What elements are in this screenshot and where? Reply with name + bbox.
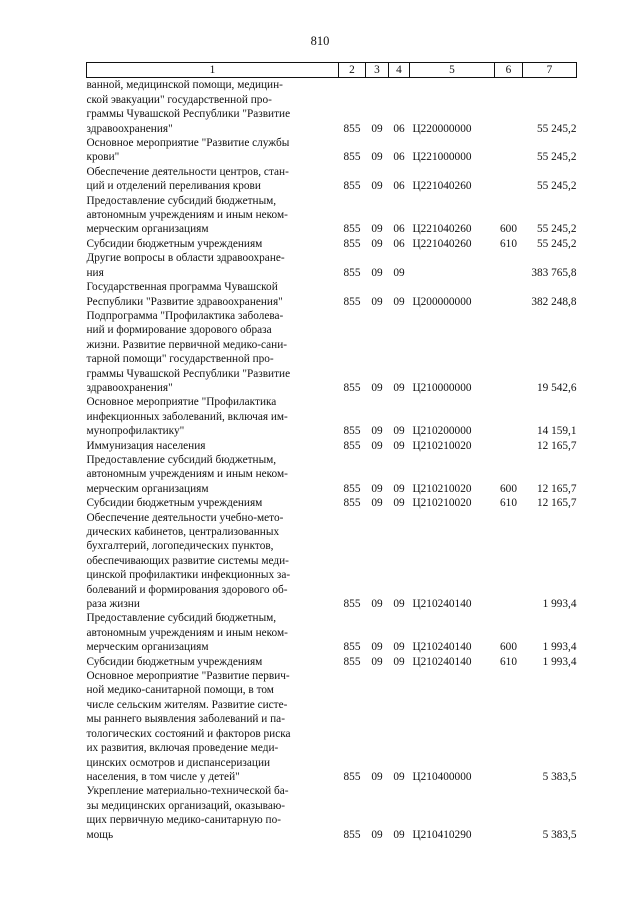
- row-name-line: Укрепление материально-технической ба-: [86, 785, 289, 798]
- header-col-3: 3: [366, 63, 389, 78]
- row-amount: 55 245,2: [536, 180, 577, 193]
- row-pr: 06: [393, 223, 405, 236]
- row-pr: 09: [393, 641, 405, 654]
- table-row: [87, 611, 577, 654]
- row-name-line: населения, в том числе у детей": [86, 770, 240, 783]
- row-vr: [495, 78, 523, 136]
- header-col-6: 6: [495, 63, 523, 78]
- row-grbs: 855: [343, 425, 361, 438]
- row-pr: 09: [393, 482, 405, 495]
- row-name: [87, 611, 339, 654]
- row-rz: 09: [371, 180, 383, 193]
- row-name-line: жизни. Развитие первичной медико-сани-: [86, 338, 287, 351]
- row-csr: Ц200000000: [412, 295, 472, 308]
- row-name-line: здравоохранения": [86, 122, 173, 135]
- row-csr: [410, 251, 495, 280]
- row-grbs: 855: [343, 598, 361, 611]
- row-vr: [495, 309, 523, 395]
- table-header-row: [87, 63, 577, 78]
- row-name: [87, 136, 339, 165]
- row-name-line: ний и формирование здорового образа: [86, 324, 272, 337]
- row-name-line: болеваний и формирования здорового об-: [86, 583, 288, 596]
- row-csr: Ц221040260: [412, 180, 472, 193]
- row-vr: [495, 251, 523, 280]
- row-amount: 383 765,8: [531, 266, 577, 279]
- row-amount: 12 165,7: [536, 497, 577, 510]
- row-name-line: автономным учреждениям и иным неком-: [86, 468, 288, 481]
- row-csr: Ц210200000: [412, 425, 472, 438]
- row-rz: 09: [371, 770, 383, 783]
- table-row: [87, 496, 577, 510]
- row-vr: [495, 439, 523, 453]
- row-vr: 610: [500, 497, 517, 510]
- row-vr: 600: [500, 223, 517, 236]
- row-name-line: Субсидии бюджетным учреждениям: [86, 237, 263, 250]
- row-csr: Ц210400000: [412, 770, 472, 783]
- row-amount: 382 248,8: [531, 295, 577, 308]
- row-amount: 14 159,1: [536, 425, 577, 438]
- row-grbs: 855: [343, 439, 361, 452]
- row-name-line: ванной, медицинской помощи, медицин-: [86, 79, 283, 92]
- row-name-line: щих первичную медико-санитарную по-: [86, 814, 281, 827]
- table-row: [87, 395, 577, 438]
- row-name-line: цинских осмотров и диспансеризации: [86, 756, 271, 769]
- row-grbs: 855: [343, 770, 361, 783]
- row-rz: 09: [371, 497, 383, 510]
- row-name: [87, 309, 339, 395]
- row-name: [87, 165, 339, 194]
- row-rz: 09: [371, 482, 383, 495]
- row-name: [87, 251, 339, 280]
- row-grbs: 855: [343, 497, 361, 510]
- row-amount: 55 245,2: [536, 223, 577, 236]
- row-vr: [495, 136, 523, 165]
- header-col-4: 4: [389, 63, 410, 78]
- row-name: [87, 784, 339, 842]
- table-row: [87, 511, 577, 612]
- row-amount: 55 245,2: [536, 237, 577, 250]
- row-grbs: 855: [343, 381, 361, 394]
- row-name: [87, 655, 339, 669]
- row-name-line: ния: [86, 266, 104, 279]
- row-name-line: Субсидии бюджетным учреждениям: [86, 655, 263, 668]
- row-grbs: 855: [343, 266, 361, 279]
- row-pr: 06: [393, 180, 405, 193]
- table-row: [87, 309, 577, 395]
- row-pr: 09: [393, 655, 405, 668]
- row-name-line: их развития, включая проведение меди-: [86, 742, 279, 755]
- header-col-1: 1: [87, 63, 339, 78]
- row-pr: 09: [393, 266, 405, 279]
- row-rz: 09: [371, 266, 383, 279]
- table-row: [87, 136, 577, 165]
- row-grbs: 855: [343, 828, 361, 841]
- row-name-line: мы раннего выявления заболеваний и па-: [86, 713, 285, 726]
- row-name-line: граммы Чувашской Республики "Развитие: [86, 108, 291, 121]
- row-pr: 09: [393, 770, 405, 783]
- row-grbs: 855: [343, 295, 361, 308]
- row-pr: 09: [393, 439, 405, 452]
- table-row: [87, 439, 577, 453]
- row-pr: 09: [393, 497, 405, 510]
- row-amount: 1 993,4: [542, 598, 577, 611]
- row-csr: Ц221040260: [412, 223, 472, 236]
- row-rz: 09: [371, 425, 383, 438]
- row-name-line: мерческим организациям: [86, 223, 209, 236]
- row-csr: Ц221000000: [412, 151, 472, 164]
- header-col-5: 5: [410, 63, 495, 78]
- row-amount: 5 383,5: [542, 828, 577, 841]
- row-name-line: автономным учреждениям и иным неком-: [86, 626, 288, 639]
- row-name: [87, 496, 339, 510]
- row-csr: Ц210000000: [412, 381, 472, 394]
- row-name-line: тарной помощи" государственной про-: [86, 353, 274, 366]
- row-grbs: 855: [343, 180, 361, 193]
- row-amount: 55 245,2: [536, 151, 577, 164]
- row-name: [87, 453, 339, 496]
- table-row: [87, 78, 577, 136]
- row-name-line: цинской профилактики инфекционных за-: [86, 569, 291, 582]
- row-name-line: тологических состояний и факторов риска: [86, 727, 291, 740]
- header-col-7: 7: [523, 63, 577, 78]
- row-grbs: 855: [343, 655, 361, 668]
- row-name-line: Предоставление субсидий бюджетным,: [86, 453, 277, 466]
- row-name: [87, 237, 339, 251]
- row-rz: 09: [371, 122, 383, 135]
- row-name-line: крови": [86, 151, 120, 164]
- row-name-line: Другие вопросы в области здравоохране-: [86, 252, 285, 265]
- row-name-line: граммы Чувашской Республики "Развитие: [86, 367, 291, 380]
- row-grbs: 855: [343, 237, 361, 250]
- table-row: [87, 655, 577, 669]
- row-name-line: числе сельским жителям. Развитие систе-: [86, 698, 288, 711]
- row-grbs: 855: [343, 151, 361, 164]
- row-name: [87, 395, 339, 438]
- row-vr: [495, 165, 523, 194]
- row-pr: 09: [393, 598, 405, 611]
- row-vr: 600: [500, 482, 517, 495]
- row-rz: 09: [371, 641, 383, 654]
- row-grbs: 855: [343, 223, 361, 236]
- row-amount: 12 165,7: [536, 482, 577, 495]
- row-pr: 06: [393, 151, 405, 164]
- header-col-2: 2: [339, 63, 366, 78]
- row-csr: Ц210240140: [412, 598, 472, 611]
- row-name-line: ской эвакуации" государственной про-: [86, 93, 272, 106]
- row-name-line: Обеспечение деятельности центров, стан-: [86, 165, 289, 178]
- row-rz: 09: [371, 828, 383, 841]
- row-name: [87, 194, 339, 237]
- row-name-line: ной медико-санитарной помощи, в том: [86, 684, 274, 697]
- row-name-line: здравоохранения": [86, 381, 173, 394]
- row-name-line: автономным учреждениям и иным неком-: [86, 209, 288, 222]
- row-amount: 1 993,4: [542, 641, 577, 654]
- row-name-line: мерческим организациям: [86, 641, 209, 654]
- row-grbs: 855: [343, 482, 361, 495]
- row-name-line: ций и отделений переливания крови: [86, 180, 261, 193]
- row-rz: 09: [371, 655, 383, 668]
- row-name: [87, 439, 339, 453]
- row-vr: [495, 395, 523, 438]
- row-name-line: Иммунизация населения: [86, 439, 206, 452]
- table-body: [87, 78, 577, 842]
- row-amount: 12 165,7: [536, 439, 577, 452]
- row-name-line: зы медицинских организаций, оказываю-: [86, 799, 286, 812]
- row-vr: [495, 511, 523, 612]
- table-row: [87, 280, 577, 309]
- row-vr: 600: [500, 641, 517, 654]
- row-rz: 09: [371, 237, 383, 250]
- row-name-line: Предоставление субсидий бюджетным,: [86, 612, 277, 625]
- row-csr: Ц210240140: [412, 655, 472, 668]
- row-amount: 19 542,6: [536, 381, 577, 394]
- row-pr: 09: [393, 425, 405, 438]
- row-csr: Ц221040260: [412, 237, 472, 250]
- row-pr: 09: [393, 381, 405, 394]
- row-vr: 610: [500, 237, 517, 250]
- row-csr: Ц210240140: [412, 641, 472, 654]
- row-rz: 09: [371, 295, 383, 308]
- row-amount: 5 383,5: [542, 770, 577, 783]
- row-name-line: Основное мероприятие "Развитие службы: [86, 137, 290, 150]
- row-csr: Ц210410290: [412, 828, 472, 841]
- row-pr: 09: [393, 295, 405, 308]
- row-name: [87, 78, 339, 136]
- row-csr: Ц220000000: [412, 122, 472, 135]
- row-pr: 06: [393, 122, 405, 135]
- row-grbs: 855: [343, 641, 361, 654]
- table-row: [87, 453, 577, 496]
- row-pr: 06: [393, 237, 405, 250]
- table-row: [87, 251, 577, 280]
- row-grbs: 855: [343, 122, 361, 135]
- row-vr: [495, 280, 523, 309]
- row-name: [87, 280, 339, 309]
- row-name-line: мерческим организациям: [86, 482, 209, 495]
- row-rz: 09: [371, 151, 383, 164]
- row-vr: 610: [500, 655, 517, 668]
- row-name: [87, 511, 339, 612]
- row-csr: Ц210210020: [412, 497, 472, 510]
- table-row: [87, 194, 577, 237]
- row-name-line: Республики "Развитие здравоохранения": [86, 295, 283, 308]
- row-name-line: Подпрограмма "Профилактика заболева-: [86, 309, 284, 322]
- row-name-line: Основное мероприятие "Профилактика: [86, 396, 277, 409]
- table-row: [87, 669, 577, 784]
- row-name-line: мунопрофилактику": [86, 425, 185, 438]
- row-vr: [495, 784, 523, 842]
- row-amount: 55 245,2: [536, 122, 577, 135]
- row-name-line: Государственная программа Чувашской: [86, 281, 278, 294]
- page-number: 810: [310, 34, 330, 48]
- row-name-line: дических кабинетов, централизованных: [86, 526, 280, 538]
- row-amount: 1 993,4: [542, 655, 577, 668]
- row-rz: 09: [371, 439, 383, 452]
- row-name-line: Субсидии бюджетным учреждениям: [86, 497, 263, 510]
- budget-table: [86, 62, 577, 842]
- row-csr: Ц210210020: [412, 439, 472, 452]
- row-pr: 09: [393, 828, 405, 841]
- row-name-line: раза жизни: [86, 598, 140, 611]
- table-row: [87, 237, 577, 251]
- table-row: [87, 165, 577, 194]
- row-vr: [495, 669, 523, 784]
- row-name-line: Предоставление субсидий бюджетным,: [86, 194, 277, 207]
- row-name-line: инфекционных заболеваний, включая им-: [86, 410, 288, 423]
- row-rz: 09: [371, 223, 383, 236]
- row-rz: 09: [371, 381, 383, 394]
- table-row: [87, 784, 577, 842]
- row-name-line: бухгалтерий, логопедических пунктов,: [86, 540, 274, 553]
- row-csr: Ц210210020: [412, 482, 472, 495]
- row-name: [87, 669, 339, 784]
- row-name-line: обеспечивающих развитие системы меди-: [86, 554, 289, 567]
- row-rz: 09: [371, 598, 383, 611]
- row-name-line: мощь: [86, 828, 114, 841]
- row-name-line: Обеспечение деятельности учебно-мето-: [86, 511, 284, 524]
- row-name-line: Основное мероприятие "Развитие первич-: [86, 670, 290, 683]
